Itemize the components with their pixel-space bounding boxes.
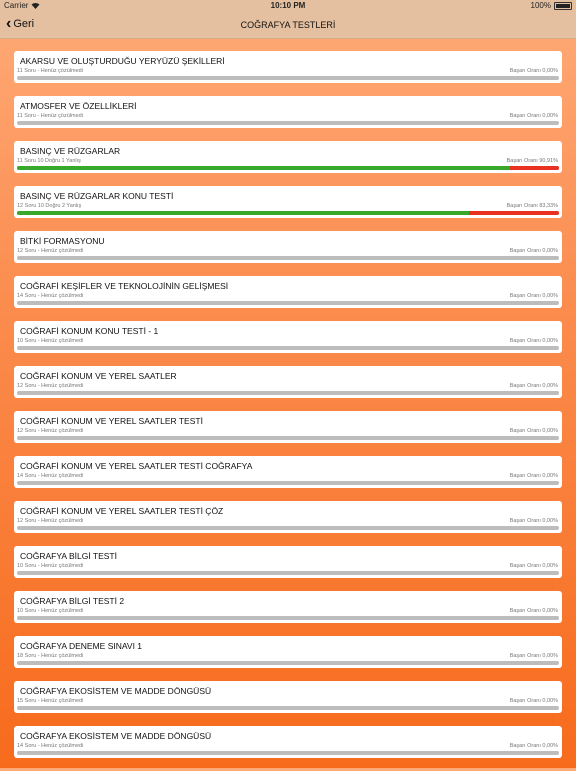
test-info: 12 Soru - Henüz çözülmedi bbox=[17, 428, 84, 434]
test-name: COĞRAFİ KONUM VE YEREL SAATLER TESTİ COĞRAFYA bbox=[20, 461, 253, 471]
progress-bar bbox=[17, 301, 559, 305]
progress-bar bbox=[17, 76, 559, 80]
success-rate: Başarı Oranı 83,33% bbox=[506, 203, 558, 209]
progress-wrong bbox=[469, 211, 559, 215]
progress-bar bbox=[17, 616, 559, 620]
test-info: 14 Soru - Henüz çözülmedi bbox=[17, 473, 84, 479]
test-info: 10 Soru - Henüz çözülmedi bbox=[17, 338, 84, 344]
test-card[interactable] bbox=[14, 321, 562, 353]
nav-bar bbox=[0, 12, 576, 39]
test-name: BİTKİ FORMASYONU bbox=[20, 236, 105, 246]
progress-bar bbox=[17, 256, 559, 260]
test-card[interactable] bbox=[14, 51, 562, 83]
success-rate: Başarı Oranı 0,00% bbox=[509, 338, 558, 344]
status-time: 10:10 PM bbox=[270, 1, 306, 10]
test-card[interactable] bbox=[14, 141, 562, 173]
progress-correct bbox=[17, 166, 510, 170]
test-info: 12 Soru 10 Doğru 2 Yanlış bbox=[17, 203, 82, 209]
success-rate: Başarı Oranı 0,00% bbox=[509, 608, 558, 614]
test-name: COĞRAFİ KONUM VE YEREL SAATLER TESTİ ÇÖZ bbox=[20, 506, 224, 516]
success-rate: Başarı Oranı 0,00% bbox=[509, 113, 558, 119]
progress-bar bbox=[17, 346, 559, 350]
test-name: BASINÇ VE RÜZGARLAR KONU TESTİ bbox=[20, 191, 174, 201]
battery-percent: 100% bbox=[530, 1, 551, 10]
test-card[interactable] bbox=[14, 501, 562, 533]
test-info: 15 Soru - Henüz çözülmedi bbox=[17, 698, 84, 704]
test-name: COĞRAFİ KONUM VE YEREL SAATLER bbox=[20, 371, 177, 381]
page-title: COĞRAFYA TESTLERİ bbox=[240, 20, 336, 30]
progress-bar bbox=[17, 706, 559, 710]
test-name: AKARSU VE OLUŞTURDUĞU YERYÜZÜ ŞEKİLLERİ bbox=[20, 56, 225, 66]
battery-icon bbox=[554, 2, 572, 10]
progress-bar bbox=[17, 436, 559, 440]
test-card[interactable] bbox=[14, 186, 562, 218]
test-info: 12 Soru - Henüz çözülmedi bbox=[17, 248, 84, 254]
back-label: Geri bbox=[13, 18, 35, 30]
test-card[interactable] bbox=[14, 96, 562, 128]
test-card[interactable] bbox=[14, 276, 562, 308]
test-info: 11 Soru 10 Doğru 1 Yanlış bbox=[17, 158, 81, 164]
test-card[interactable] bbox=[14, 681, 562, 713]
test-info: 14 Soru - Henüz çözülmedi bbox=[17, 743, 84, 749]
success-rate: Başarı Oranı 0,00% bbox=[509, 698, 558, 704]
test-name: COĞRAFYA EKOSİSTEM VE MADDE DÖNGÜSÜ bbox=[20, 731, 212, 741]
test-info: 10 Soru - Henüz çözülmedi bbox=[17, 563, 84, 569]
chevron-left-icon: ‹ bbox=[6, 15, 12, 32]
success-rate: Başarı Oranı 0,00% bbox=[509, 743, 558, 749]
progress-bar bbox=[17, 526, 559, 530]
success-rate: Başarı Oranı 90,91% bbox=[506, 158, 558, 164]
test-name: COĞRAFYA BİLGİ TESTİ 2 bbox=[20, 596, 125, 606]
success-rate: Başarı Oranı 0,00% bbox=[509, 68, 558, 74]
test-card[interactable] bbox=[14, 411, 562, 443]
test-info: 14 Soru - Henüz çözülmedi bbox=[17, 293, 84, 299]
test-name: COĞRAFYA BİLGİ TESTİ bbox=[20, 551, 117, 561]
success-rate: Başarı Oranı 0,00% bbox=[509, 248, 558, 254]
test-info: 11 Soru - Henüz çözülmedi bbox=[17, 68, 83, 74]
success-rate: Başarı Oranı 0,00% bbox=[509, 653, 558, 659]
test-card[interactable] bbox=[14, 231, 562, 263]
carrier-label: Carrier bbox=[4, 1, 29, 10]
success-rate: Başarı Oranı 0,00% bbox=[509, 293, 558, 299]
success-rate: Başarı Oranı 0,00% bbox=[509, 428, 558, 434]
status-bar bbox=[0, 0, 576, 12]
progress-bar bbox=[17, 166, 559, 170]
success-rate: Başarı Oranı 0,00% bbox=[509, 473, 558, 479]
test-name: COĞRAFYA DENEME SINAVI 1 bbox=[20, 641, 143, 651]
test-name: COĞRAFYA EKOSİSTEM VE MADDE DÖNGÜSÜ bbox=[20, 686, 212, 696]
test-info: 12 Soru - Henüz çözülmedi bbox=[17, 383, 84, 389]
progress-correct bbox=[17, 211, 469, 215]
test-name: ATMOSFER VE ÖZELLİKLERİ bbox=[20, 101, 137, 111]
success-rate: Başarı Oranı 0,00% bbox=[509, 383, 558, 389]
success-rate: Başarı Oranı 0,00% bbox=[509, 518, 558, 524]
test-name: COĞRAFİ KONUM KONU TESTİ - 1 bbox=[20, 326, 159, 336]
test-info: 12 Soru - Henüz çözülmedi bbox=[17, 518, 84, 524]
success-rate: Başarı Oranı 0,00% bbox=[509, 563, 558, 569]
progress-wrong bbox=[510, 166, 559, 170]
progress-bar bbox=[17, 391, 559, 395]
test-card[interactable] bbox=[14, 591, 562, 623]
progress-bar bbox=[17, 121, 559, 125]
test-card[interactable] bbox=[14, 726, 562, 758]
progress-bar bbox=[17, 751, 559, 755]
test-card[interactable] bbox=[14, 456, 562, 488]
progress-bar bbox=[17, 211, 559, 215]
test-name: BASINÇ VE RÜZGARLAR bbox=[20, 146, 121, 156]
test-card[interactable] bbox=[14, 366, 562, 398]
test-info: 18 Soru - Henüz çözülmedi bbox=[17, 653, 84, 659]
test-name: COĞRAFİ KEŞİFLER VE TEKNOLOJİNİN GELİŞMESİ bbox=[20, 281, 229, 291]
test-list bbox=[14, 51, 562, 771]
test-card[interactable] bbox=[14, 546, 562, 578]
test-info: 11 Soru - Henüz çözülmedi bbox=[17, 113, 83, 119]
progress-bar bbox=[17, 661, 559, 665]
status-right bbox=[531, 1, 572, 10]
test-info: 10 Soru - Henüz çözülmedi bbox=[17, 608, 84, 614]
test-card[interactable] bbox=[14, 636, 562, 668]
test-name: COĞRAFİ KONUM VE YEREL SAATLER TESTİ bbox=[20, 416, 203, 426]
progress-bar bbox=[17, 571, 559, 575]
progress-bar bbox=[17, 481, 559, 485]
